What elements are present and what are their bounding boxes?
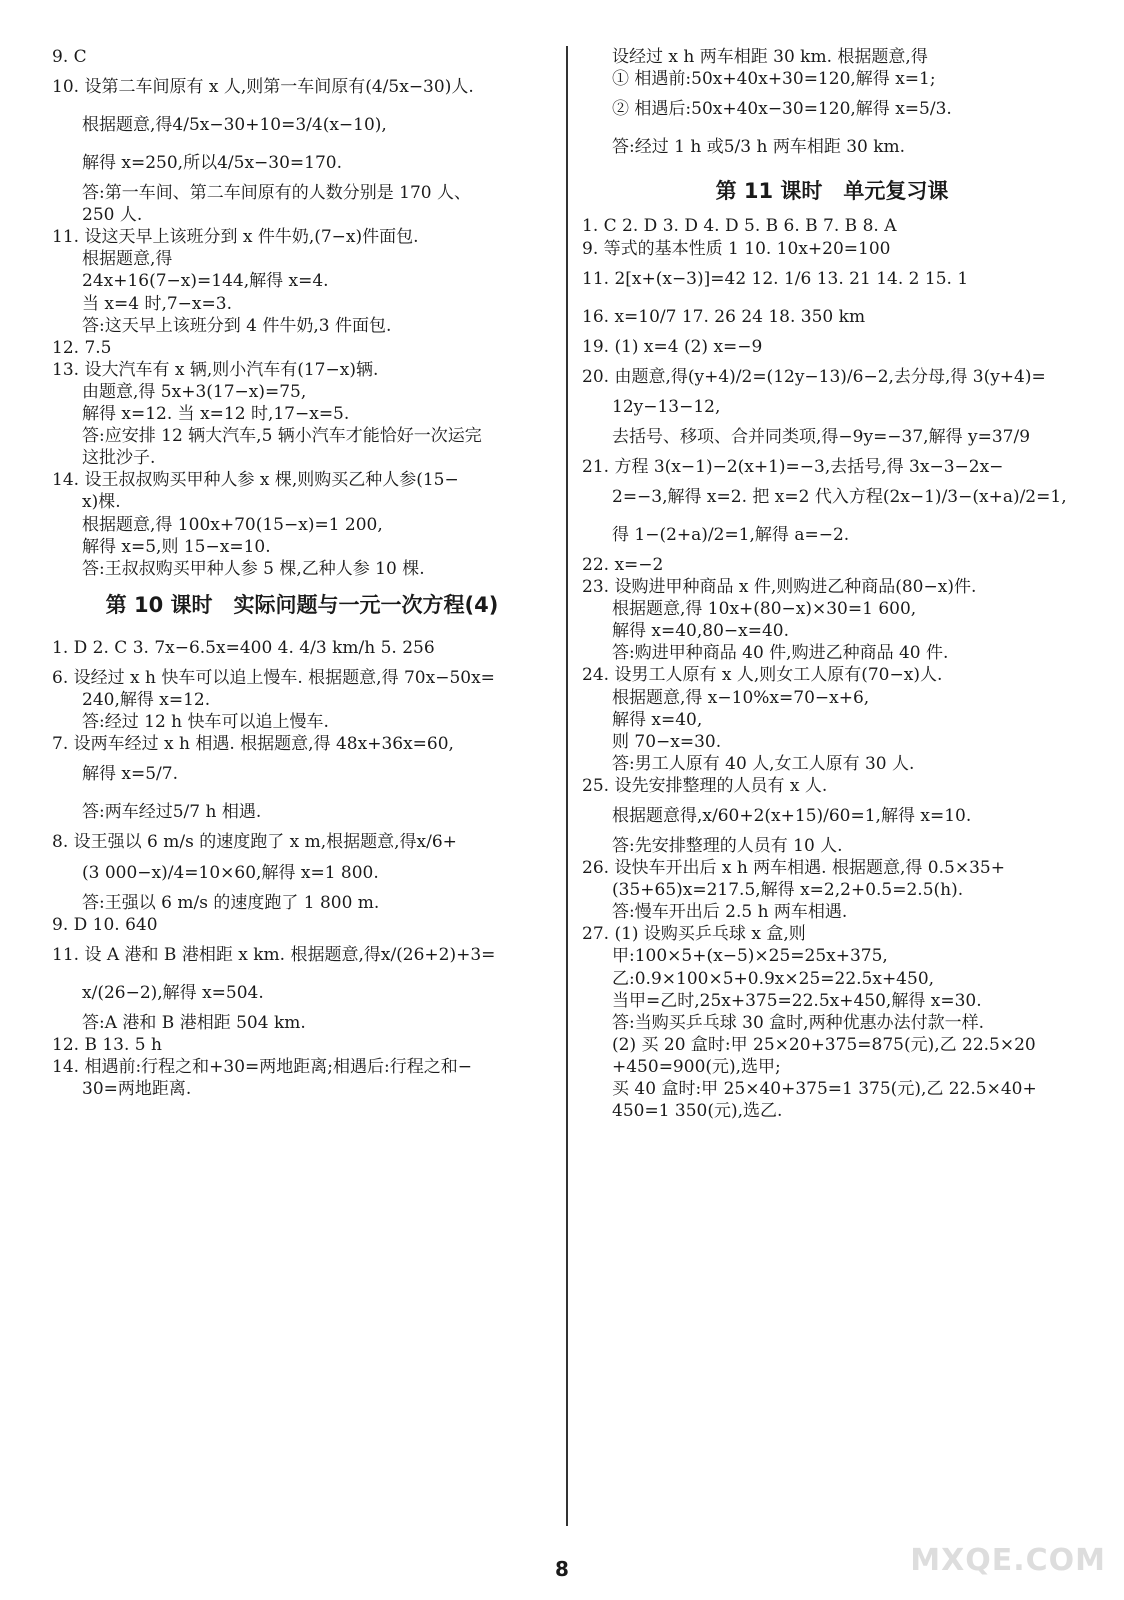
answer-line: 答:这天早上该班分到 4 件牛奶,3 件面包. — [82, 315, 392, 336]
answer-line: 答:应安排 12 辆大汽车,5 辆小汽车才能恰好一次运完 — [82, 426, 482, 447]
left-column — [52, 46, 552, 1100]
answer-line: 解得 x=12. 当 x=12 时,17−x=5. — [82, 404, 350, 425]
column-divider — [566, 46, 568, 1526]
answer-line: 根据题意得,x/60+2(x+15)/60=1,解得 x=10. — [612, 805, 972, 826]
answer-line: 1. C 2. D 3. D 4. D 5. B 6. B 7. B 8. A — [582, 216, 897, 237]
answer-line: 26. 设快车开出后 x h 两车相遇. 根据题意,得 0.5×35+ — [582, 858, 1005, 879]
answer-line: 设经过 x h 两车相距 30 km. 根据题意,得 — [612, 47, 928, 67]
answer-line: 答:购进甲种商品 40 件,购进乙种商品 40 件. — [612, 643, 949, 664]
answer-line: 答:先安排整理的人员有 10 人. — [612, 835, 843, 856]
answer-line: 27. (1) 设购买乒乓球 x 盒,则 — [582, 924, 806, 945]
answer-line: 9. D 10. 640 — [52, 914, 158, 935]
answer-line: 则 70−x=30. — [612, 731, 722, 752]
answer-line: 10. 设第二车间原有 x 人,则第一车间原有(4/5x−30)人. — [52, 77, 474, 98]
answer-line: 1. D 2. C 3. 7x−6.5x=400 4. 4/3 km/h 5. 256 — [52, 638, 435, 659]
answer-line: 答:慢车开出后 2.5 h 两车相遇. — [612, 902, 848, 923]
answer-line: 答:王强以 6 m/s 的速度跑了 1 800 m. — [82, 892, 380, 913]
answer-line: 14. 相遇前:行程之和+30=两地距离;相遇后:行程之和− — [52, 1056, 472, 1077]
answer-line: 9. C — [52, 47, 87, 67]
answer-line: 解得 x=5,则 15−x=10. — [82, 536, 271, 557]
page-number: 8 — [555, 1557, 569, 1581]
answer-line: 解得 x=5/7. — [82, 764, 178, 785]
answer-line: 14. 设王叔叔购买甲种人参 x 棵,则购买乙种人参(15− — [52, 470, 459, 491]
answer-line: (2) 买 20 盒时:甲 25×20+375=875(元),乙 22.5×20 — [612, 1034, 1036, 1055]
answer-line: 25. 设先安排整理的人员有 x 人. — [582, 775, 828, 796]
answer-line: 12y−13−12, — [612, 396, 721, 417]
answer-line: 20. 由题意,得(y+4)/2=(12y−13)/6−2,去分母,得 3(y+4)= — [582, 366, 1046, 387]
answer-line: x)棵. — [82, 492, 121, 513]
answer-line: 12. B 13. 5 h — [52, 1034, 162, 1055]
answer-line: 8. 设王强以 6 m/s 的速度跑了 x m,根据题意,得x/6+ — [52, 832, 457, 853]
answer-line: 250 人. — [82, 205, 143, 226]
watermark-logo: MXQE.COM — [910, 1543, 1106, 1578]
answer-line: 23. 设购进甲种商品 x 件,则购进乙种商品(80−x)件. — [582, 577, 977, 598]
answer-line: 2=−3,解得 x=2. 把 x=2 代入方程(2x−1)/3−(x+a)/2=1, — [612, 486, 1067, 507]
answer-line: 根据题意,得 x−10%x=70−x+6, — [612, 687, 870, 708]
answer-line: 答:A 港和 B 港相距 504 km. — [82, 1012, 306, 1033]
answer-line: 答:经过 12 h 快车可以追上慢车. — [82, 712, 329, 733]
answer-line: 解得 x=250,所以4/5x−30=170. — [82, 153, 343, 174]
answer-line: 乙:0.9×100×5+0.9x×25=22.5x+450, — [612, 968, 935, 989]
answer-line: x/(26−2),解得 x=504. — [82, 982, 264, 1003]
answer-line: 450=1 350(元),选乙. — [612, 1101, 783, 1122]
answer-line: 根据题意,得 — [82, 249, 173, 270]
answer-line: 11. 2[x+(x−3)]=42 12. 1/6 13. 21 14. 2 15. 1 — [582, 268, 969, 289]
answer-line: 买 40 盒时:甲 25×40+375=1 375(元),乙 22.5×40+ — [612, 1079, 1037, 1100]
answer-line: 答:当购买乒乓球 30 盒时,两种优惠办法付款一样. — [612, 1012, 984, 1033]
answer-line: 16. x=10/7 17. 26 24 18. 350 km — [582, 306, 866, 327]
answer-line: 答:经过 1 h 或5/3 h 两车相距 30 km. — [612, 137, 906, 158]
answer-line: 答:两车经过5/7 h 相遇. — [82, 802, 262, 823]
answer-line: 当甲=乙时,25x+375=22.5x+450,解得 x=30. — [612, 990, 982, 1011]
answer-line: 得 1−(2+a)/2=1,解得 a=−2. — [612, 524, 850, 545]
answer-line: (35+65)x=217.5,解得 x=2,2+0.5=2.5(h). — [612, 880, 964, 901]
section-heading: 第 10 课时 实际问题与一元一次方程(4) — [105, 592, 499, 617]
answer-line: ② 相遇后:50x+40x−30=120,解得 x=5/3. — [612, 99, 952, 120]
answer-line: 21. 方程 3(x−1)−2(x+1)=−3,去括号,得 3x−3−2x− — [582, 456, 1004, 477]
answer-line: 答:王叔叔购买甲种人参 5 棵,乙种人参 10 棵. — [82, 558, 425, 579]
answer-line: 当 x=4 时,7−x=3. — [82, 293, 232, 314]
answer-line: 答:男工人原有 40 人,女工人原有 30 人. — [612, 753, 915, 774]
answer-line: 240,解得 x=12. — [82, 690, 211, 711]
answer-line: 24. 设男工人原有 x 人,则女工人原有(70−x)人. — [582, 665, 943, 686]
answer-line: 解得 x=40,80−x=40. — [612, 621, 790, 642]
answer-line: 答:第一车间、第二车间原有的人数分别是 170 人、 — [82, 183, 471, 204]
answer-line: 根据题意,得 100x+70(15−x)=1 200, — [82, 514, 383, 535]
answer-line: 根据题意,得 10x+(80−x)×30=1 600, — [612, 599, 917, 620]
answer-line: 根据题意,得4/5x−30+10=3/4(x−10), — [82, 115, 387, 136]
answer-line: 解得 x=40, — [612, 709, 703, 730]
right-column — [582, 46, 1082, 1122]
answer-line: 11. 设这天早上该班分到 x 件牛奶,(7−x)件面包. — [52, 227, 419, 248]
answer-line: 12. 7.5 — [52, 337, 112, 358]
answer-line: 11. 设 A 港和 B 港相距 x km. 根据题意,得x/(26+2)+3= — [52, 944, 496, 965]
answer-line: 22. x=−2 — [582, 554, 664, 575]
answer-line: 去括号、移项、合并同类项,得−9y=−37,解得 y=37/9 — [612, 426, 1031, 447]
answer-line: 6. 设经过 x h 快车可以追上慢车. 根据题意,得 70x−50x= — [52, 668, 495, 689]
answer-line: 9. 等式的基本性质 1 10. 10x+20=100 — [582, 238, 891, 259]
answer-line: 7. 设两车经过 x h 相遇. 根据题意,得 48x+36x=60, — [52, 734, 454, 755]
answer-line: (3 000−x)/4=10×60,解得 x=1 800. — [82, 862, 379, 883]
answer-line: 19. (1) x=4 (2) x=−9 — [582, 336, 763, 357]
answer-line: ① 相遇前:50x+40x+30=120,解得 x=1; — [612, 69, 936, 90]
answer-line: 13. 设大汽车有 x 辆,则小汽车有(17−x)辆. — [52, 359, 379, 380]
answer-line: 24x+16(7−x)=144,解得 x=4. — [82, 271, 329, 292]
answer-line: 甲:100×5+(x−5)×25=25x+375, — [612, 946, 888, 967]
answer-line: 由题意,得 5x+3(17−x)=75, — [82, 381, 307, 402]
answer-line: 30=两地距离. — [82, 1079, 192, 1100]
answer-line: +450=900(元),选甲; — [612, 1056, 781, 1077]
section-heading: 第 11 课时 单元复习课 — [715, 179, 949, 204]
answer-line: 这批沙子. — [82, 448, 156, 469]
